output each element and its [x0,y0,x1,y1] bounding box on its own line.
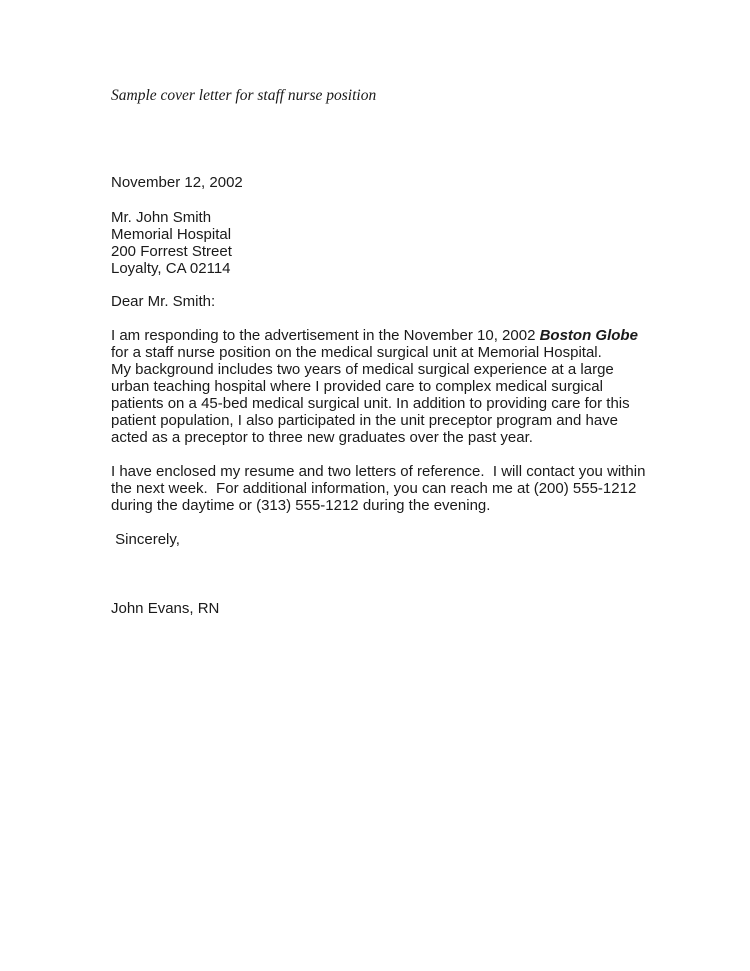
body-line: urban teaching hospital where I provided care to complex medical surgical [111,378,603,395]
closing-valediction: Sincerely, [111,531,180,548]
address-line-organization: Memorial Hospital [111,226,232,243]
document-title: Sample cover letter for staff nurse position [111,87,377,104]
body-line: patients on a 45-bed medical surgical unit. In addition to providing care for this [111,395,630,412]
salutation: Dear Mr. Smith: [111,293,216,310]
recipient-address [111,209,690,277]
body-paragraph-1 [111,327,690,446]
body-paragraph-2 [111,463,690,514]
body-line: patient population, I also participated in the unit preceptor program and have [111,412,618,429]
signature-name: John Evans, RN [111,600,220,617]
address-line-city: Loyalty, CA 02114 [111,260,231,277]
body-line: My background includes two years of medical surgical experience at a large [111,361,614,378]
body-line: for a staff nurse position on the medical surgical unit at Memorial Hospital. [111,344,602,361]
address-line-name: Mr. John Smith [111,209,212,226]
newspaper-name: Boston Globe [539,327,638,344]
body-line [111,327,690,344]
body-text: I am responding to the advertisement in the November 10, 2002 [111,327,540,344]
body-line: I have enclosed my resume and two letters of reference. I will contact you within [111,463,646,480]
letter-date: November 12, 2002 [111,174,243,191]
body-line: the next week. For additional information, you can reach me at (200) 555-1212 [111,480,637,497]
address-line-street: 200 Forrest Street [111,243,232,260]
body-line: acted as a preceptor to three new graduates over the past year. [111,429,533,446]
body-line: during the daytime or (313) 555-1212 during the evening. [111,497,491,514]
